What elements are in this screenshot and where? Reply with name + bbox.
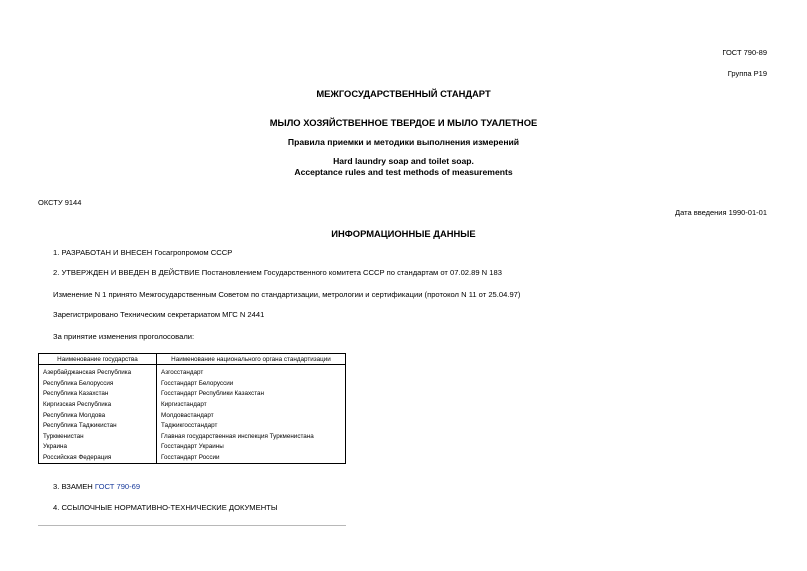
body-cell: Госстандарт России	[157, 453, 346, 464]
table-row	[39, 379, 346, 390]
info-item-4: 4. ССЫЛОЧНЫЕ НОРМАТИВНО-ТЕХНИЧЕСКИЕ ДОКУМЕНТЫ	[53, 503, 278, 512]
body-cell: Азгосстандарт	[157, 368, 346, 379]
standard-type-title: МЕЖГОСУДАРСТВЕННЫЙ СТАНДАРТ	[316, 88, 491, 99]
state-cell: Киргизская Республика	[39, 400, 157, 411]
body-cell: Госстандарт Республики Казахстан	[157, 389, 346, 400]
info-item-3-prefix: 3. ВЗАМЕН	[53, 482, 95, 491]
group-code: Группа Р19	[727, 69, 767, 78]
introduction-date: Дата введения 1990-01-01	[675, 208, 767, 217]
change-note: Изменение N 1 принято Межгосударственным Советом по стандартизации, метрологии и сертификации (протокол N 11 от 25.04.97)	[53, 290, 521, 299]
body-cell: Госстандарт Украины	[157, 442, 346, 453]
state-cell: Украина	[39, 442, 157, 453]
body-cell: Таджикгосстандарт	[157, 421, 346, 432]
table-header-row	[39, 354, 346, 365]
body-cell: Главная государственная инспекция Туркменистана	[157, 432, 346, 443]
table-header-body: Наименование национального органа стандартизации	[157, 354, 346, 365]
table-row	[39, 432, 346, 443]
body-cell: Молдовастандарт	[157, 410, 346, 421]
info-heading: ИНФОРМАЦИОННЫЕ ДАННЫЕ	[331, 228, 476, 239]
gost-code: ГОСТ 790-89	[722, 48, 767, 57]
oksty-code: ОКСТУ 9144	[38, 198, 82, 207]
info-item-3	[53, 482, 140, 491]
table-row	[39, 442, 346, 453]
state-cell: Азербайджанская Республика	[39, 368, 157, 379]
table-row	[39, 410, 346, 421]
gost-790-69-link[interactable]: ГОСТ 790-69	[94, 482, 141, 491]
table-row	[39, 368, 346, 379]
info-item-1: 1. РАЗРАБОТАН И ВНЕСЕН Госагропромом СССР	[53, 248, 233, 257]
state-cell: Российская Федерация	[39, 453, 157, 464]
state-cell: Республика Белоруссия	[39, 379, 157, 390]
voting-states-table	[38, 353, 346, 464]
document-subtitle: Правила приемки и методики выполнения измерений	[287, 137, 520, 147]
table-row	[39, 421, 346, 432]
state-cell: Туркменистан	[39, 432, 157, 443]
table-row	[39, 453, 346, 464]
state-cell: Республика Казахстан	[39, 389, 157, 400]
table-row	[39, 389, 346, 400]
body-cell: Госстандарт Белоруссии	[157, 379, 346, 390]
document-title: МЫЛО ХОЗЯЙСТВЕННОЕ ТВЕРДОЕ И МЫЛО ТУАЛЕТНОЕ	[269, 117, 538, 128]
footer-divider	[38, 525, 346, 526]
info-item-2: 2. УТВЕРЖДЕН И ВВЕДЕН В ДЕЙСТВИЕ Постановлением Государственного комитета СССР по стандартам от 07.02.89 N 183	[53, 268, 502, 277]
english-title-line1: Hard laundry soap and toilet soap.	[333, 156, 474, 166]
voted-note: За принятие изменения проголосовали:	[53, 332, 195, 341]
body-cell: Киргизстандарт	[157, 400, 346, 411]
state-cell: Республика Таджикистан	[39, 421, 157, 432]
state-cell: Республика Молдова	[39, 410, 157, 421]
english-title-line2: Acceptance rules and test methods of measurements	[294, 167, 513, 177]
table-row	[39, 400, 346, 411]
registration-note: Зарегистрировано Техническим секретариатом МГС N 2441	[53, 310, 265, 319]
table-header-state: Наименование государства	[39, 354, 157, 365]
